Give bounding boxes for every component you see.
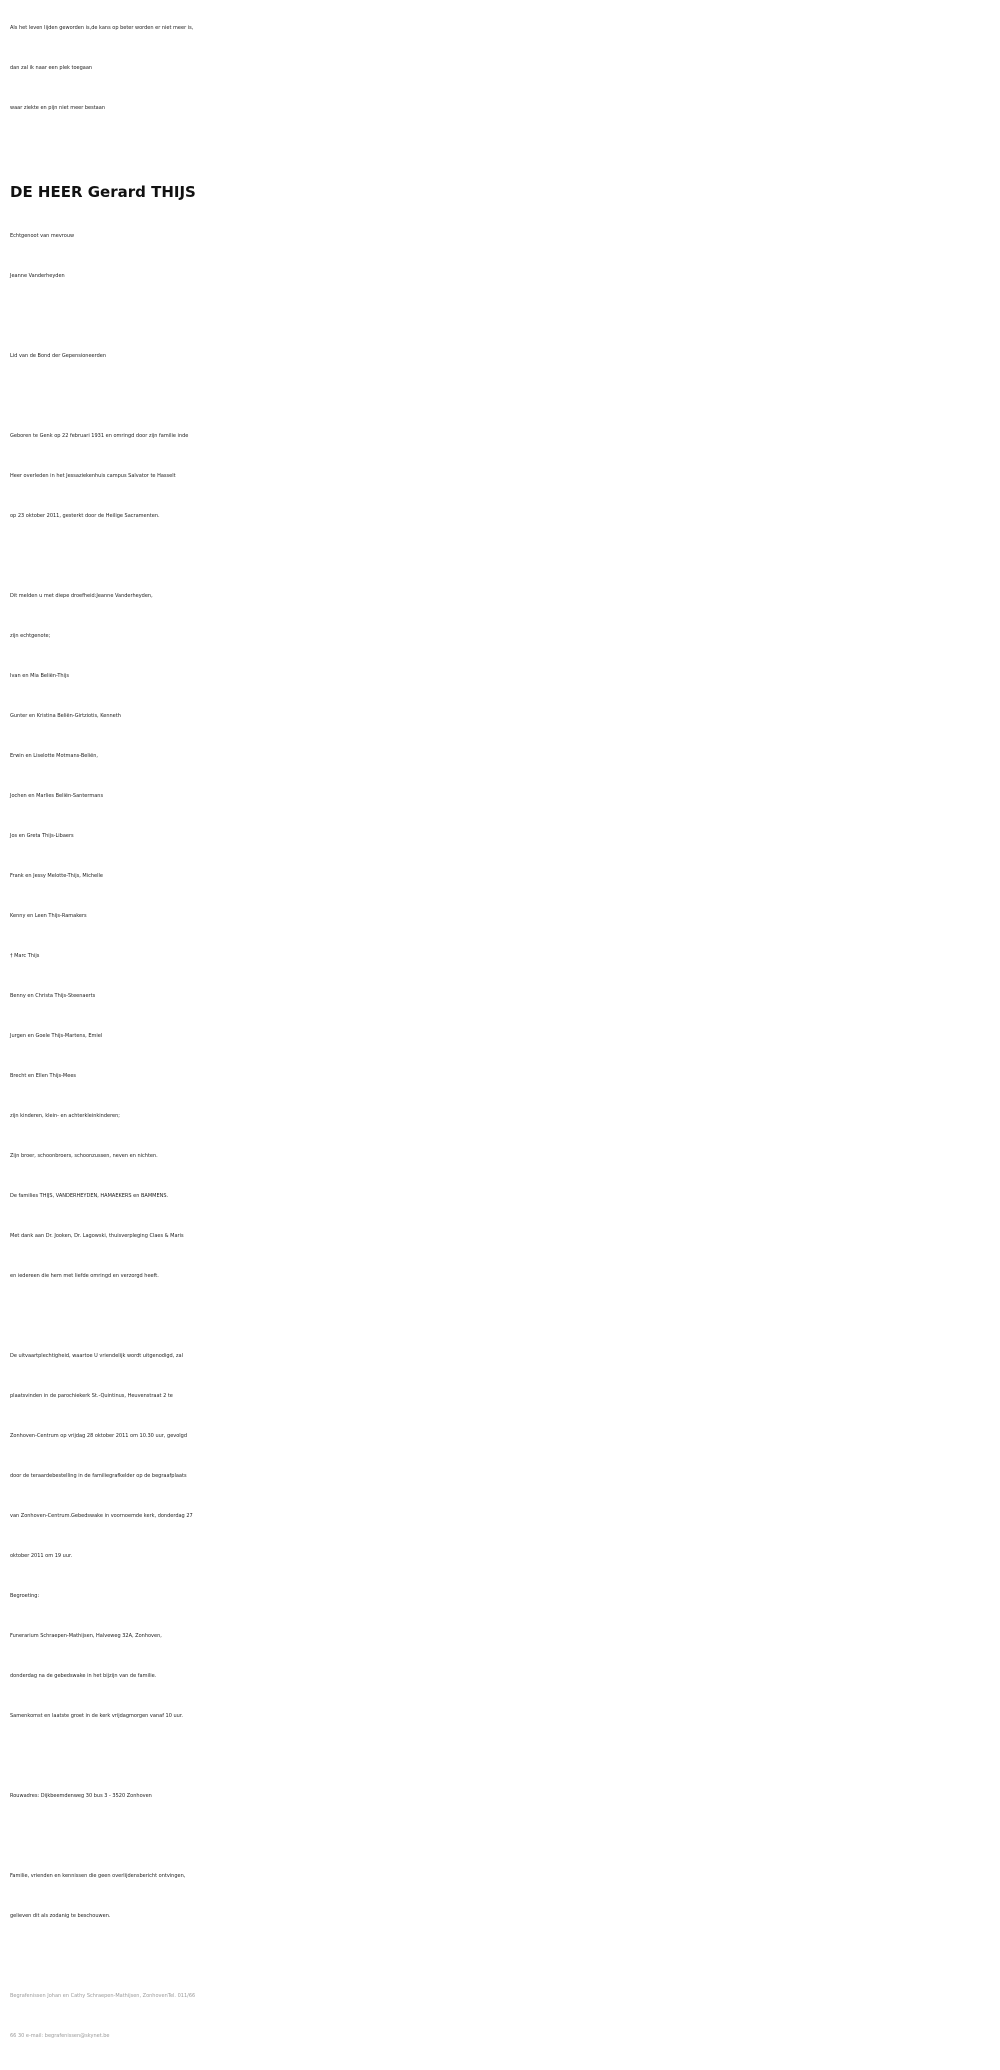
spacer [10, 536, 995, 576]
birth-death-line: op 23 oktober 2011, gesterkt door de Heilige Sacramenten. [10, 513, 160, 519]
family-line: zijn echtgenote; [10, 633, 51, 639]
membership-line: Lid van de Bond der Gepensioneerden [10, 353, 107, 359]
spacer [10, 296, 995, 336]
notice-line: Familie, vrienden en kennissen die geen overlijdensbericht ontvingen, [10, 1873, 186, 1879]
poem-line: dan zal ik naar een plek toegaan [10, 65, 93, 71]
family-line: Jurgen en Goele Thijs-Martens, Emiel [10, 1033, 103, 1039]
family-line: Zijn broer, schoonbroers, schoonzussen, neven en nichten. [10, 1153, 158, 1159]
family-line: Erwin en Liselotte Motmans-Beliën, [10, 753, 98, 759]
ceremony-line: Funerarium Schraepen-Mathijsen, Halveweg 32A, Zonhoven, [10, 1633, 162, 1639]
birth-death-line: Geboren te Genk op 22 februari 1931 en omringd door zijn familie inde [10, 433, 189, 439]
spouse-line: Jeanne Vanderheyden [10, 273, 65, 279]
family-line: zijn kinderen, klein- en achterkleinkinderen; [10, 1113, 120, 1119]
funeral-home-footer [10, 1976, 995, 2056]
spacer [10, 376, 995, 416]
family-line: Frank en Jessy Melotte-Thijs, Michelle [10, 873, 103, 879]
ceremony-line: oktober 2011 om 19 uur. [10, 1553, 73, 1559]
notice-block [10, 1856, 995, 1936]
ceremony-line: plaatsvinden in de parochiekerk St.-Quintinus, Heuvenstraat 2 te [10, 1393, 173, 1399]
ceremony-block [10, 1336, 995, 1736]
family-line: Jochen en Marlies Beliën-Santermans [10, 793, 104, 799]
family-line: Gunter en Kristina Beliën-Girtziotis, Kenneth [10, 713, 121, 719]
family-line: Dit melden u met diepe droefheid:Jeanne Vanderheyden, [10, 593, 153, 599]
spacer [10, 1736, 995, 1776]
family-line: Jos en Greta Thijs-Libaers [10, 833, 74, 839]
family-line: De families THIJS, VANDERHEYDEN, HAMAEKERS en BAMMENS. [10, 1193, 169, 1199]
ceremony-line: Begroeting: [10, 1593, 40, 1599]
notice-line: gelieven dit als zodanig te beschouwen. [10, 1913, 111, 1919]
obituary-page [10, 8, 995, 2056]
family-list [10, 576, 995, 1296]
mourning-address: Rouwadres: Dijkbeemdenweg 30 bus 3 - 3520 Zonhoven [10, 1793, 152, 1799]
family-line: Benny en Christa Thijs-Steenaerts [10, 993, 96, 999]
poem-line: waar ziekte en pijn niet meer bestaan [10, 105, 105, 111]
spacer [10, 1296, 995, 1336]
ceremony-line: De uitvaartplechtigheid, waartoe U vriendelijk wordt uitgenodigd, zal [10, 1353, 183, 1359]
family-line: en iedereen die hem met liefde omringd en verzorgd heeft. [10, 1273, 159, 1279]
family-line: Kenny en Leen Thijs-Ramakers [10, 913, 87, 919]
family-line: Met dank aan Dr. Jooken, Dr. Lagowski, thuisverpleging Claes & Maris [10, 1233, 184, 1239]
poem-line: Als het leven lijden geworden is,de kans op beter worden er niet meer is, [10, 25, 194, 31]
ceremony-line: door de teraardebestelling in de familiegrafkelder op de begraafplaats [10, 1473, 187, 1479]
deceased-name-title: DE HEER Gerard THIJS [10, 183, 196, 201]
spouse-line: Echtgenoot van mevrouw [10, 233, 75, 239]
ceremony-line: Samenkomst en laatste groet in de kerk vrijdagmorgen vanaf 10 uur. [10, 1713, 184, 1719]
poem [10, 8, 995, 128]
spacer [10, 128, 995, 168]
family-line: Ivan en Mia Beliën-Thijs [10, 673, 69, 679]
ceremony-line: van Zonhoven-Centrum.Gebedswake in voornoemde kerk, donderdag 27 [10, 1513, 193, 1519]
ceremony-line: donderdag na de gebedswake in het bijzijn van de familie. [10, 1673, 157, 1679]
birth-death-block [10, 416, 995, 536]
spacer [10, 1936, 995, 1976]
family-line: Brecht en Ellen Thijs-Mees [10, 1073, 77, 1079]
family-line-deceased: † Marc Thijs [10, 953, 40, 959]
birth-death-line: Heer overleden in het Jessaziekenhuis campus Salvator te Hasselt [10, 473, 176, 479]
spacer [10, 1816, 995, 1856]
ceremony-line: Zonhoven-Centrum op vrijdag 28 oktober 2011 om 10.30 uur, gevolgd [10, 1433, 188, 1439]
footer-line: 66 30 e-mail: begrafenissen@skynet.be [10, 2033, 110, 2039]
footer-line: Begrafenissen Johan en Cathy Schraepen-Mathijsen, ZonhovenTel. 011/66 [10, 1993, 196, 1999]
spouse-block [10, 216, 995, 296]
